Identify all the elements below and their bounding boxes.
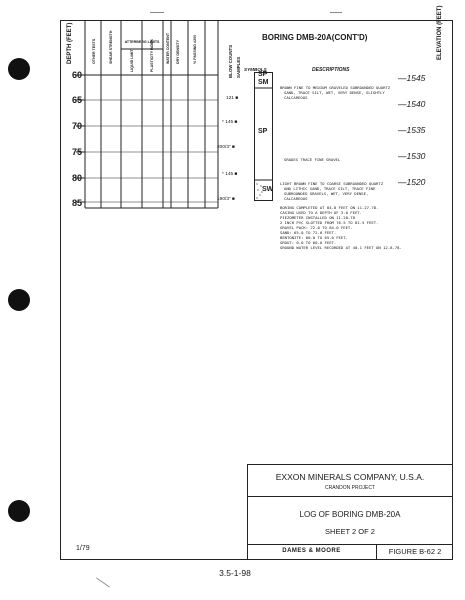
sample-entry: 190/3" ■: [217, 197, 235, 202]
sample-entry: 121 ■: [226, 96, 239, 101]
liquid-limit-label: LIQUID LIMIT: [130, 49, 134, 72]
scan-mark-top-right: [330, 12, 342, 13]
symbols-column: [254, 72, 274, 202]
boring-note: 2 INCH PVC SLOTTED FROM 76.5 TO 81.5 FEET.: [280, 220, 379, 225]
punch-hole-top: [8, 58, 30, 80]
boring-note: GROUT: 0.0 TO 60.0 FEET.: [280, 240, 337, 245]
depth-tick-70: 70: [71, 121, 82, 131]
log-title: LOG OF BORING DMB-20A: [299, 510, 401, 519]
symbol-sw: SW: [262, 186, 274, 193]
symbol-sp-lower: SP: [258, 128, 268, 135]
boring-note: BENTONITE: 60.0 TO 65.0 FEET.: [280, 235, 348, 240]
description-line: LIGHT BROWN FINE TO COARSE SUBROUNDED QUARTZ: [280, 181, 384, 186]
percent-passing-label: % PASSING #200: [193, 34, 197, 64]
boring-title: BORING DMB-20A(CONT'D): [262, 33, 368, 42]
description-line: SAND, TRACE SILT, WET, VERY DENSE, SLIGHTLY: [284, 90, 385, 95]
description-line: CALCAREOUS: [284, 196, 308, 201]
boring-note: GRAVEL PACK: 72.0 TO 84.0 FEET.: [280, 225, 353, 230]
boring-note: BORING COMPLETED AT 84.8 FEET ON 11-27-78.: [280, 205, 379, 210]
sample-entry: * 145 ■: [222, 120, 238, 125]
elevation-tick-1535: —1535: [398, 125, 426, 135]
blow-counts-label: BLOW COUNTS: [228, 44, 233, 78]
scan-mark-bottom: [96, 578, 110, 588]
boring-note: SAND: 65.0 TO 72.0 FEET.: [280, 230, 337, 235]
elevation-tick-1545: —1545: [398, 73, 426, 83]
depth-label: DEPTH (FEET): [67, 22, 73, 64]
description-line: AND LITHIC SAND, TRACE SILT, TRACE FINE: [284, 186, 376, 191]
date-mark: 1/79: [76, 545, 90, 552]
title-divider-2: [247, 544, 453, 545]
depth-tick-80: 80: [71, 173, 82, 183]
depth-tick-60: 60: [71, 70, 82, 80]
company-name: EXXON MINERALS COMPANY, U.S.A.: [275, 472, 425, 482]
page-number: 3.5-1-98: [219, 568, 251, 578]
title-divider-1: [247, 496, 453, 497]
shear-strength-label: SHEAR STRENGTH: [109, 30, 113, 64]
atterberg-label: ATTERBERG LIMITS: [124, 40, 160, 44]
descriptions-label: DESCRIPTIONS: [312, 67, 350, 73]
sheet-number: SHEET 2 OF 2: [325, 527, 375, 536]
project-name: CRANDON PROJECT: [324, 485, 375, 491]
description-line: GRADES TRACE FINE GRAVEL: [284, 157, 341, 162]
depth-tick-65: 65: [71, 95, 82, 105]
elevation-label: ELEVATION (FEET): [437, 5, 443, 60]
description-line: CALCAREOUS: [284, 95, 308, 100]
elevation-tick-1540: —1540: [398, 99, 426, 109]
description-line: SUBROUNDED GRAVELS, WET, VERY DENSE,: [284, 191, 369, 196]
elevation-tick-1520: —1520: [398, 177, 426, 187]
depth-tick-85: 85: [71, 198, 82, 208]
sample-entry: * 145 ■: [222, 172, 238, 177]
samples-label: SAMPLES: [236, 56, 241, 78]
plasticity-index-label: PLASTICITY INDEX: [150, 39, 154, 72]
scan-mark-top-left: [150, 12, 164, 13]
boring-note: CASING USED TO A DEPTH OF 3.0 FEET.: [280, 210, 362, 215]
figure-number: FIGURE B-62 2: [388, 547, 442, 556]
other-tests-label: OTHER TESTS: [92, 38, 96, 64]
symbol-sp-upper: SP: [258, 71, 268, 78]
punch-hole-middle: [8, 289, 30, 311]
water-content-label: WATER CONTENT: [166, 32, 170, 64]
punch-hole-bottom: [8, 500, 30, 522]
elevation-tick-1530: —1530: [398, 151, 426, 161]
firm-name: DAMES & MOORE: [282, 548, 341, 554]
description-line: BROWN FINE TO MEDIUM GRAVELED SUBROUNDED QUARTZ: [280, 85, 391, 90]
symbols-label: SYMBOLS: [244, 67, 267, 72]
depth-tick-75: 75: [71, 147, 82, 157]
boring-note: PIEZOMETER INSTALLED ON 11-28-78: [280, 215, 355, 220]
boring-note: GROUND WATER LEVEL RECORDED AT 40.1 FEET ON 12-8-78.: [280, 245, 402, 250]
symbol-sm: SM: [258, 79, 269, 86]
dry-density-label: DRY DENSITY: [176, 40, 180, 64]
sample-entry: 200/3" ■: [217, 145, 235, 150]
